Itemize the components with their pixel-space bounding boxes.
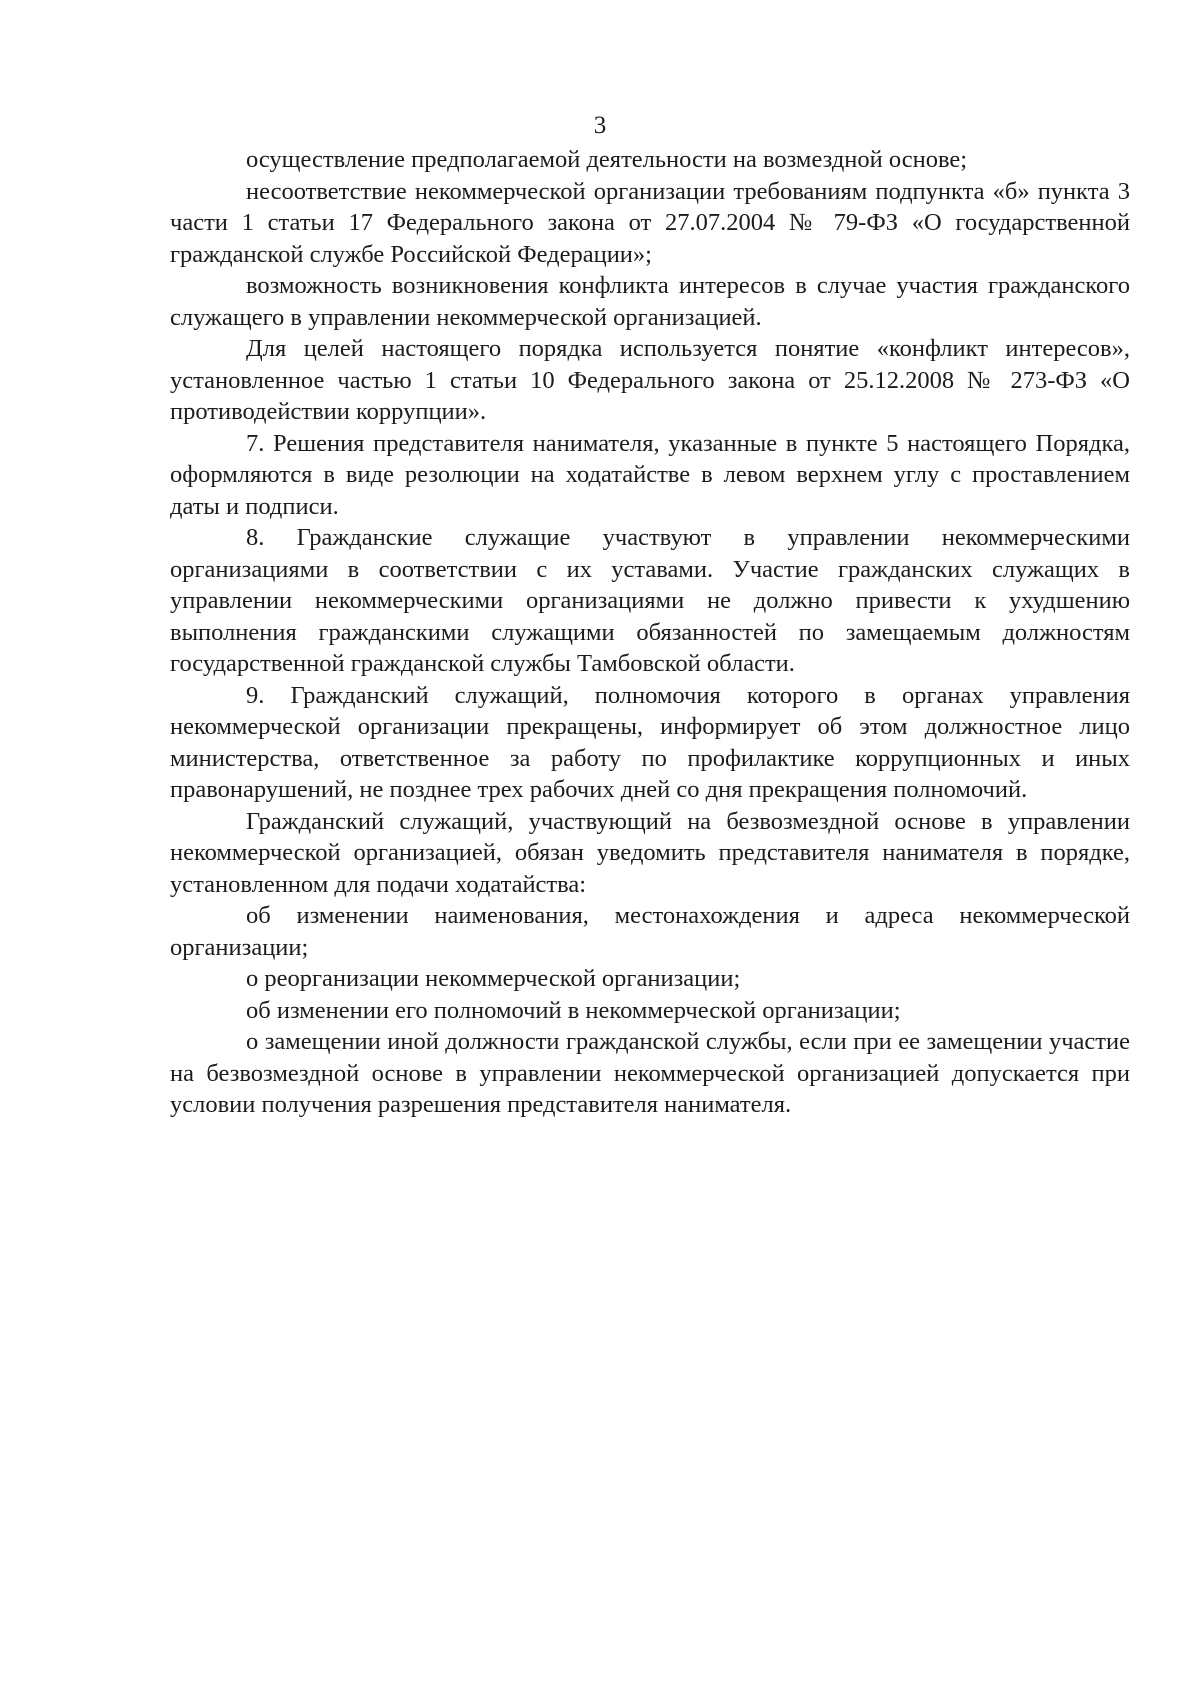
paragraph: несоответствие некоммерческой организации требованиям подпункта «б» пункта 3 части 1 статьи 17 Федерального закона от 27.07.2004 № 79-ФЗ «О государственной гражданской службе Российской Федерации»;	[170, 177, 1130, 268]
paragraph: 8. Гражданские служащие участвуют в управлении некоммерческими организациями в соответствии с их уставами. Участие гражданских служащих в управлении некоммерческими организациями не должно привести к ухудшению выполнения гражданскими служащими обязанностей по замещаемым должностям государственной гражданской службы Тамбовской области.	[170, 524, 1130, 677]
paragraph: Гражданский служащий, участвующий на безвозмездной основе в управлении некоммерческой организацией, обязан уведомить представителя нанимателя в порядке, установленном для подачи ходатайства:	[170, 807, 1130, 898]
paragraph: возможность возникновения конфликта интересов в случае участия гражданского служащего в управлении некоммерческой организацией.	[170, 272, 1130, 331]
paragraph: об изменении наименования, местонахождения и адреса некоммерческой организации;	[170, 902, 1130, 961]
paragraph: о реорганизации некоммерческой организации;	[246, 965, 741, 992]
paragraph: Для целей настоящего порядка используется понятие «конфликт интересов», установленное частью 1 статьи 10 Федерального закона от 25.12.2008 № 273-ФЗ «О противодействии коррупции».	[170, 335, 1130, 425]
paragraph: 7. Решения представителя нанимателя, указанные в пункте 5 настоящего Порядка, оформляются в виде резолюции на ходатайстве в левом верхнем углу с проставлением даты и подписи.	[170, 429, 1130, 520]
paragraph: о замещении иной должности гражданской службы, если при ее замещении участие на безвозмездной основе в управлении некоммерческой организацией допускается при условии получения разрешения представителя нанимателя.	[170, 1028, 1130, 1118]
document-body	[170, 144, 1130, 1121]
paragraph: об изменении его полномочий в некоммерческой организации;	[246, 996, 901, 1024]
paragraph: осуществление предполагаемой деятельности на возмездной основе;	[246, 146, 968, 173]
paragraph: 9. Гражданский служащий, полномочия которого в органах управления некоммерческой организации прекращены, информирует об этом должностное лицо министерства, ответственное за работу по профилактике коррупционных и иных правонарушений, не позднее трех рабочих дней со дня прекращения полномочий.	[170, 681, 1130, 803]
page-number: 3	[593, 112, 607, 139]
